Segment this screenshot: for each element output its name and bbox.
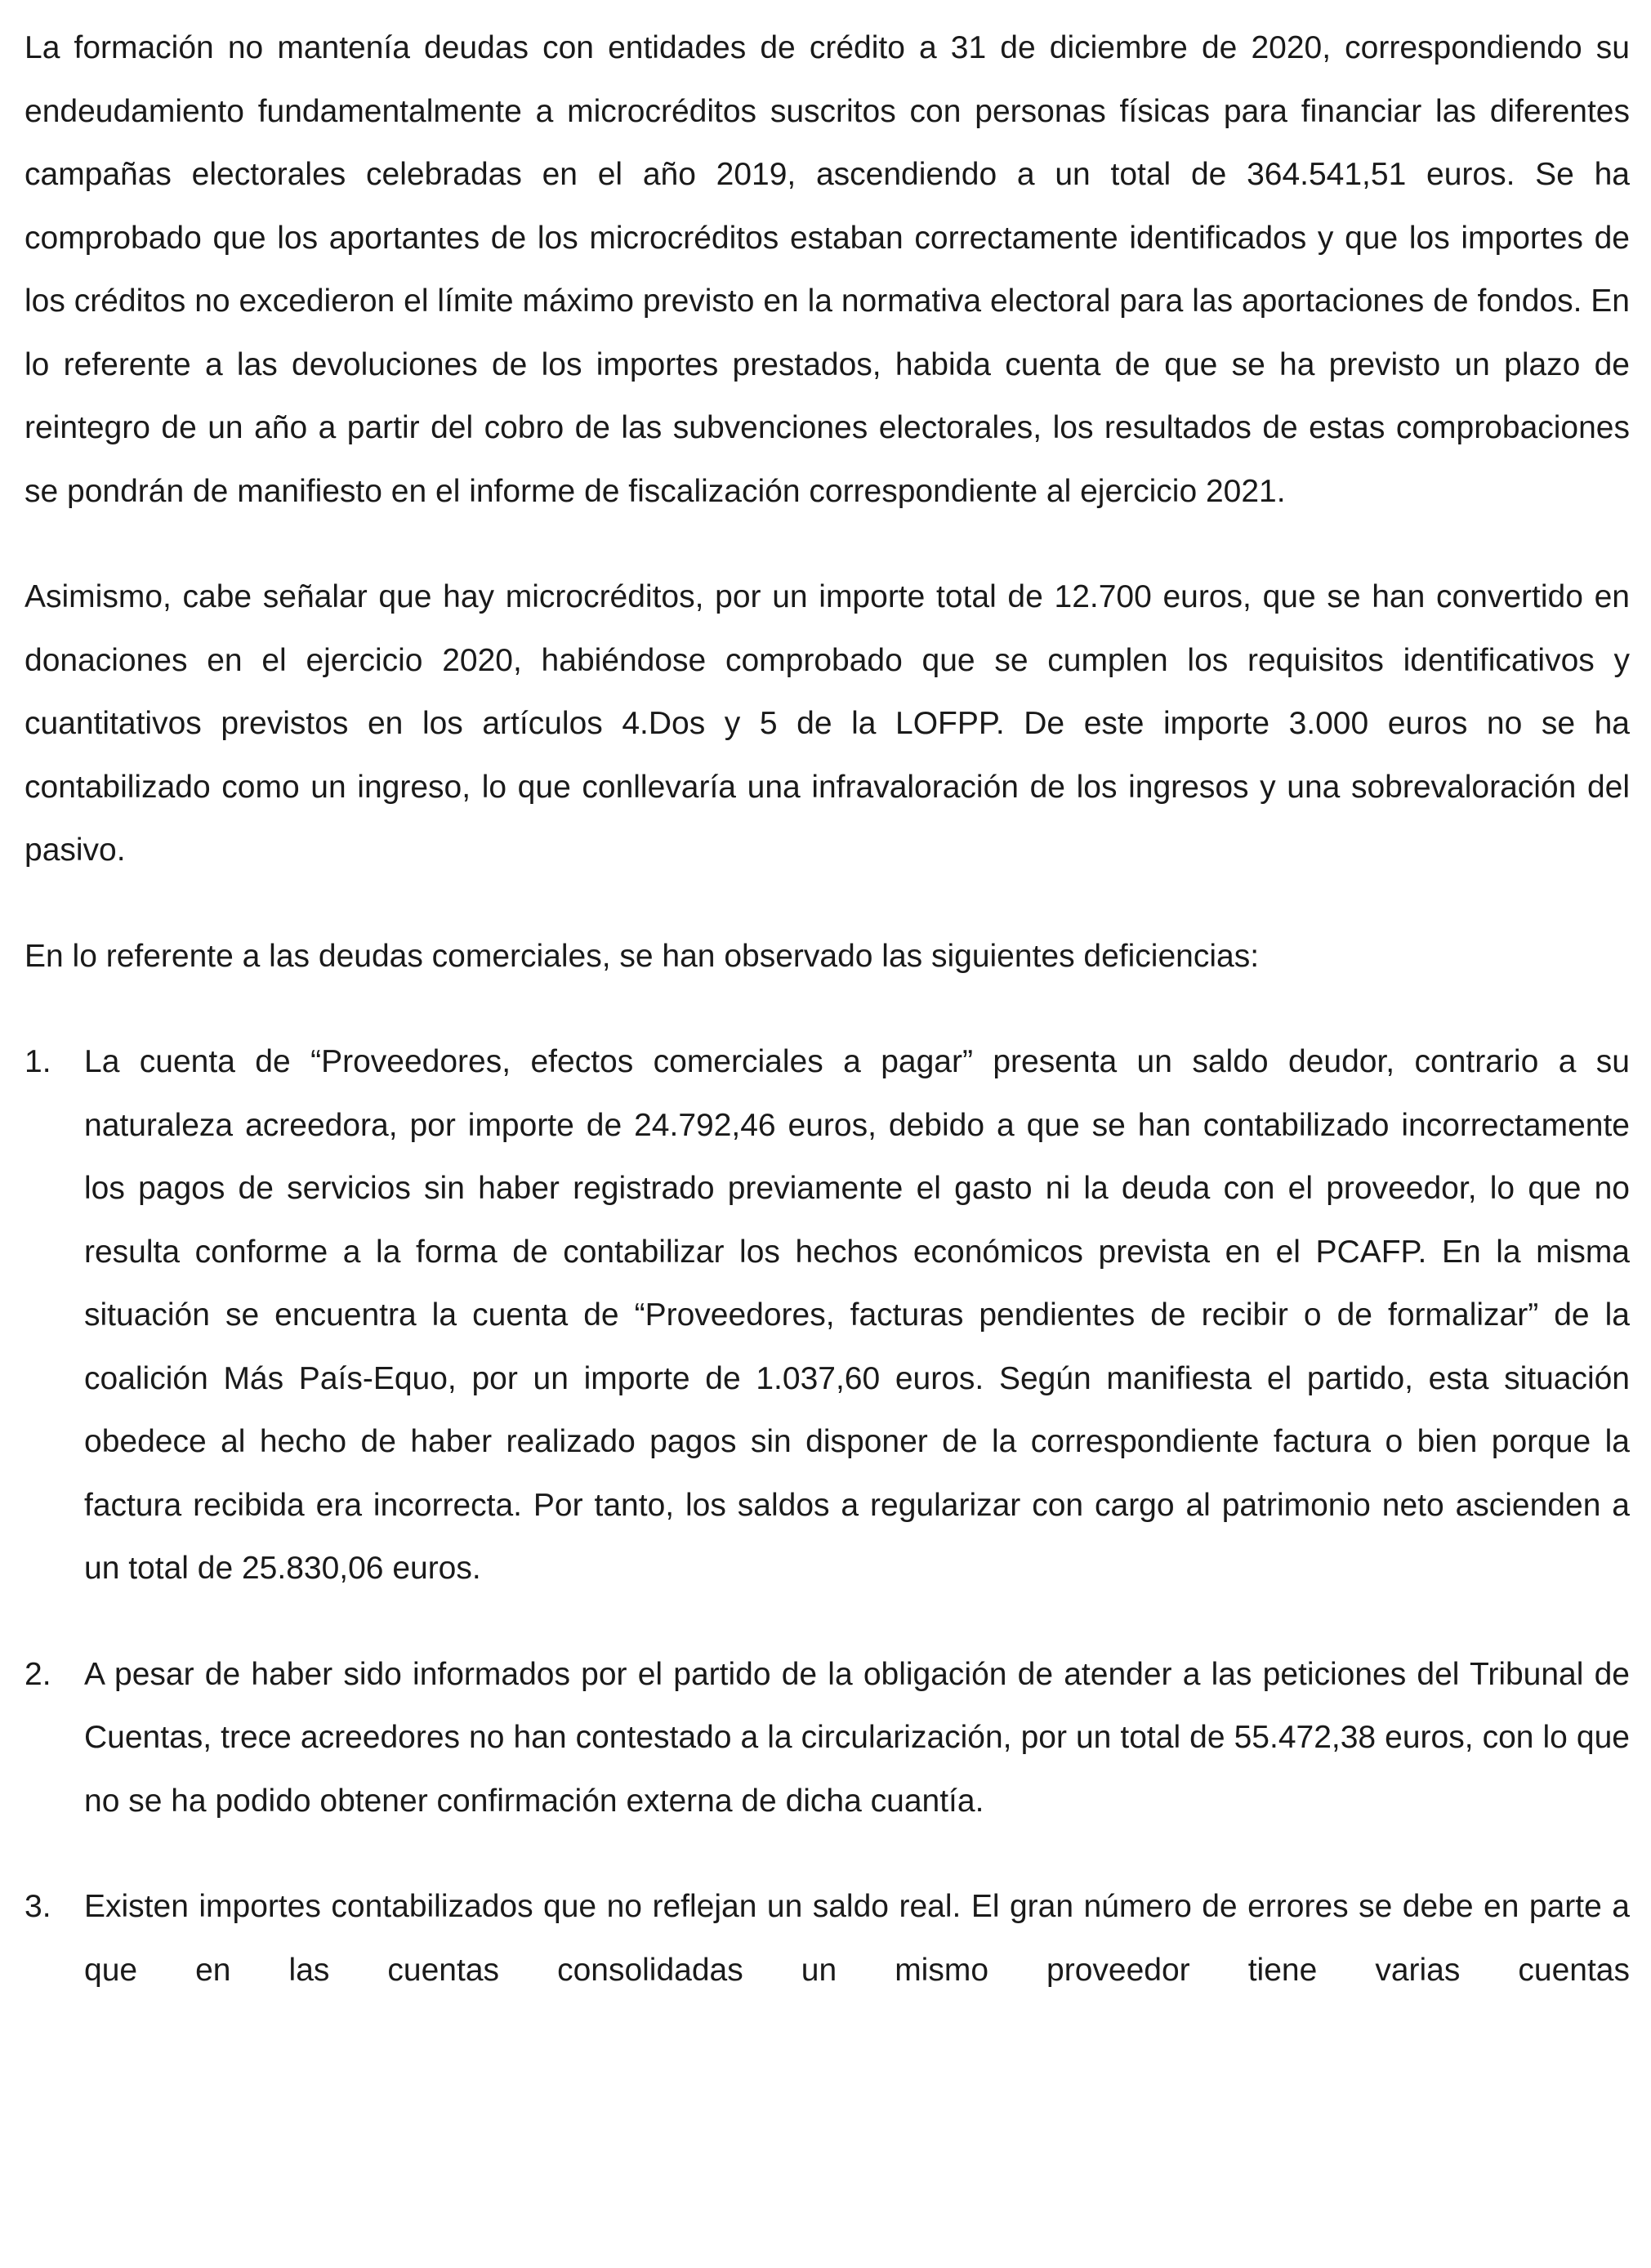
list-item bbox=[25, 1643, 1630, 1833]
list-item bbox=[25, 1875, 1630, 2002]
paragraph-deudas-comerciales: En lo referente a las deudas comerciales, se han observado las siguientes deficiencias: bbox=[25, 938, 1260, 974]
deficiencies-list bbox=[25, 1030, 1630, 2002]
paragraph-microcreditos: La formación no mantenía deudas con entidades de crédito a 31 de diciembre de 2020, correspondiendo su endeudamiento fundamentalmente a microcréditos suscritos con personas físicas para financiar las diferentes campañas electorales celebradas en el año 2019, ascendiendo a un total de 364.541,51 euros. Se ha comprobado que los aportantes de los microcréditos estaban correctamente identificados y que los importes de los créditos no excedieron el límite máximo previsto en la normativa electoral para las aportaciones de fondos. En lo referente a las devoluciones de los importes prestados, habida cuenta de que se ha previsto un plazo de reintegro de un año a partir del cobro de las subvenciones electorales, los resultados de estas comprobaciones se pondrán de manifiesto en el informe de fiscalización correspondiente al ejercicio 2021. bbox=[25, 30, 1630, 509]
list-item-text: La cuenta de “Proveedores, efectos comerciales a pagar” presenta un saldo deudor, contrario a su naturaleza acreedora, por importe de 24.792,46 euros, debido a que se han contabilizado incorrectamente los pagos de servicios sin haber registrado previamente el gasto ni la deuda con el proveedor, lo que no resulta conforme a la forma de contabilizar los hechos económicos prevista en el PCAFP. En la misma situación se encuentra la cuenta de “Proveedores, facturas pendientes de recibir o de formalizar” de la coalición Más País-Equo, por un importe de 1.037,60 euros. Según manifiesta el partido, esta situación obedece al hecho de haber realizado pagos sin disponer de la correspondiente factura o bien porque la factura recibida era incorrecta. Por tanto, los saldos a regularizar con cargo al patrimonio neto ascienden a un total de 25.830,06 euros. bbox=[84, 1044, 1630, 1586]
paragraph-donaciones: Asimismo, cabe señalar que hay microcréditos, por un importe total de 12.700 euros, que se han convertido en donaciones en el ejercicio 2020, habiéndose comprobado que se cumplen los requisitos identificativos y cuantitativos previstos en los artículos 4.Dos y 5 de la LOFPP. De este importe 3.000 euros no se ha contabilizado como un ingreso, lo que conllevaría una infravaloración de los ingresos y una sobrevaloración del pasivo. bbox=[25, 579, 1630, 868]
list-item-number: 1. bbox=[25, 1044, 51, 1079]
list-item-text: Existen importes contabilizados que no reflejan un saldo real. El gran número de errores se debe en parte a que en las cuentas consolidadas un mismo proveedor tiene varias cuentas bbox=[84, 1889, 1630, 1988]
list-item-number: 2. bbox=[25, 1656, 51, 1692]
document-page bbox=[25, 16, 1630, 2044]
list-item-number: 3. bbox=[25, 1889, 51, 1924]
list-item-text: A pesar de haber sido informados por el partido de la obligación de atender a las peticiones del Tribunal de Cuentas, trece acreedores no han contestado a la circularización, por un total de 55.472,38 euros, con lo que no se ha podido obtener confirmación externa de dicha cuantía. bbox=[84, 1656, 1630, 1819]
list-item bbox=[25, 1030, 1630, 1601]
